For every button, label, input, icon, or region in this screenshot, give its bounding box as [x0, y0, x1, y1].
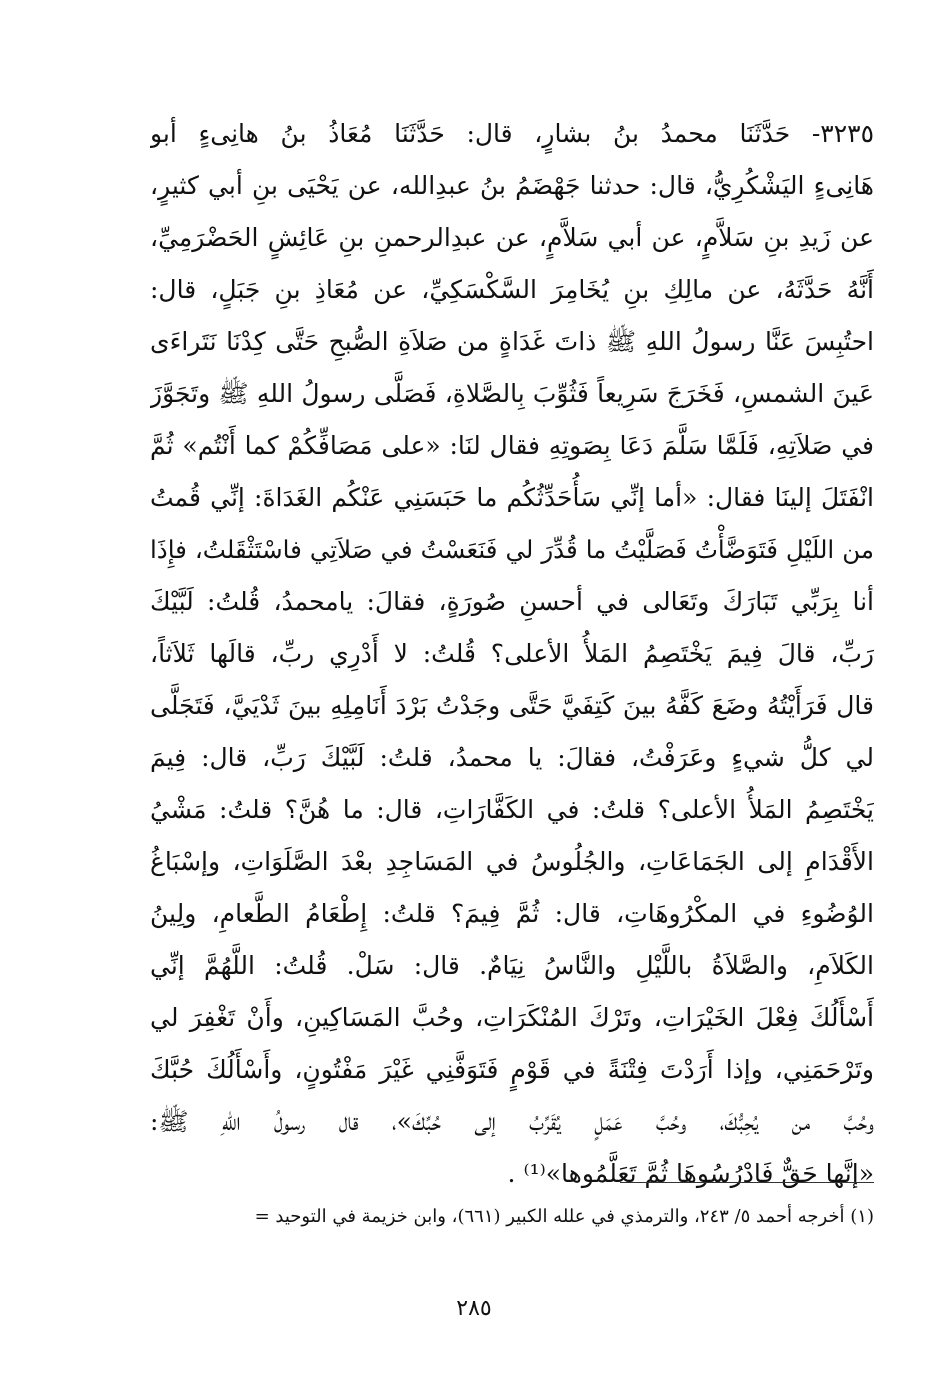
text-line: لي كلُّ شيءٍ وعَرَفْتُ، فقالَ: يا محمدُ، قلتُ: لَبَّيْكَ رَبِّ، قال: فِيمَ — [150, 743, 874, 772]
text-line: هَانِىءٍ اليَشْكُرِيُّ، قال: حدثنا جَهْضَمُ بنُ عبدِالله، عن يَحْيَى بنِ أبي كثيرٍ، — [150, 171, 874, 200]
text-line: الأَقْدَامِ إلى الجَمَاعَاتِ، والجُلُوسُ في المَسَاجِدِ بعْدَ الصَّلَوَاتِ، وإسْبَاغُ — [150, 847, 874, 876]
footnote-separator — [620, 1182, 874, 1183]
text-line: عَينَ الشمسِ، فَخَرَجَ سَرِيعاً فَثُوِّبَ بِالصَّلاةِ، فَصَلَّى رسولُ اللهِ ﷺ وتَجَوَّزَ — [150, 379, 874, 408]
text-line: انْفَتَلَ إلينَا فقال: «أما إنِّي سَأُحَدِّثُكُم ما حَبَسَنِي عَنْكُم الغَدَاةَ: إنِّي قُمتُ — [150, 483, 874, 512]
text-line: وحُبَّ من يُحِبُّكَ، وحُبَّ عَمَلٍ يُقَرِّبُ إلى حُبِّكَ»، قال رسولُ اللهِ ﷺ: — [150, 1107, 874, 1136]
text-line: وتَرْحَمَنِي، وإذا أَرَدْتَ فِتْنَةً في قَوْمٍ فَتَوَفَّنِي غَيْرَ مَفْتُونٍ، وأَسْأَلُكَ حُبَّكَ — [150, 1055, 874, 1084]
footnote: (١) أخرجه أحمد ٥/ ٢٤٣، والترمذي في علله الكبير (٦٦١)، وابن خزيمة في التوحيد = — [254, 1206, 874, 1227]
text-line: من اللَيْلِ فَتَوَضَّأْتُ فَصَلَّيْتُ ما قُدِّرَ لي فَنَعَسْتُ في صَلاَتِي فاسْتَثْقَلتُ، فإِذَا — [150, 535, 874, 564]
text-line: ٣٢٣٥- حَدَّثَنَا محمدُ بنُ بشارٍ، قال: حَدَّثَنَا مُعَاذُ بنُ هانِىءٍ أبو — [150, 119, 874, 148]
hadith-text — [150, 108, 874, 1200]
text-line: «إنَّها حَقٌّ فَادْرُسُوهَا ثُمَّ تَعَلَّمُوها»⁽¹⁾ . — [507, 1159, 874, 1188]
text-line: عن زَيدِ بنِ سَلاَّمٍ، عن أبي سَلاَّمٍ، عن عبدِالرحمنِ بنِ عَائِشٍ الحَضْرَمِيِّ، — [150, 223, 874, 252]
text-line: أَنَّهُ حَدَّثَهُ، عن مالِكِ بنِ يُخَامِرَ السَّكْسَكِيِّ، عن مُعَاذِ بنِ جَبَلٍ، قال: — [150, 275, 874, 304]
text-line: أَسْأَلُكَ فِعْلَ الخَيْرَاتِ، وتَرْكَ المُنْكَرَاتِ، وحُبَّ المَسَاكِينِ، وأَنْ تَغْفِرَ لي — [150, 1003, 874, 1032]
text-line: قال فَرَأَيْتُهُ وضَعَ كَفَّهُ بينَ كَتِفَيَّ حَتَّى وجَدْتُ بَرْدَ أَنَامِلِهِ بينَ ثَدْيَيَّ، فَتَجَلَّى — [150, 691, 874, 720]
text-line: يَخْتَصِمُ المَلأُ الأعلى؟ قلتُ: في الكَفَّارَاتِ، قال: ما هُنَّ؟ قلتُ: مَشْيُ — [150, 795, 874, 824]
text-line: الكَلاَمِ، والصَّلاَةُ باللَّيْلِ والنَّاسُ نِيَامٌ. قال: سَلْ. قُلتُ: اللَّهُمَّ إنِّي — [150, 951, 874, 980]
text-line: في صَلاَتِهِ، فَلَمَّا سَلَّمَ دَعَا بِصَوتِهِ فقال لنَا: «على مَصَافِّكُمْ كما أَنْتُم» ثُمَّ — [150, 431, 874, 460]
text-line: الوُضُوءِ في المكْرُوهَاتِ، قال: ثُمَّ فِيمَ؟ قلتُ: إِطْعَامُ الطَّعامِ، ولِينُ — [150, 899, 874, 928]
text-line: احتُبِسَ عَنَّا رسولُ اللهِ ﷺ ذاتَ غَدَاةٍ من صَلاَةِ الصُّبحِ حَتَّى كِدْنَا نَتَراءَى — [150, 327, 874, 356]
text-line: رَبِّ، قالَ فِيمَ يَخْتَصِمُ المَلأُ الأعلى؟ قُلتُ: لا أَدْرِي ربِّ، قالَها ثَلاَثاً، — [150, 639, 874, 668]
text-line: أنا بِرَبِّي تَبَارَكَ وتَعَالى في أحسنِ صُورَةٍ، فقالَ: يامحمدُ، قُلتُ: لَبَّيْكَ — [150, 587, 874, 616]
page-number: ٢٨٥ — [456, 1296, 492, 1321]
